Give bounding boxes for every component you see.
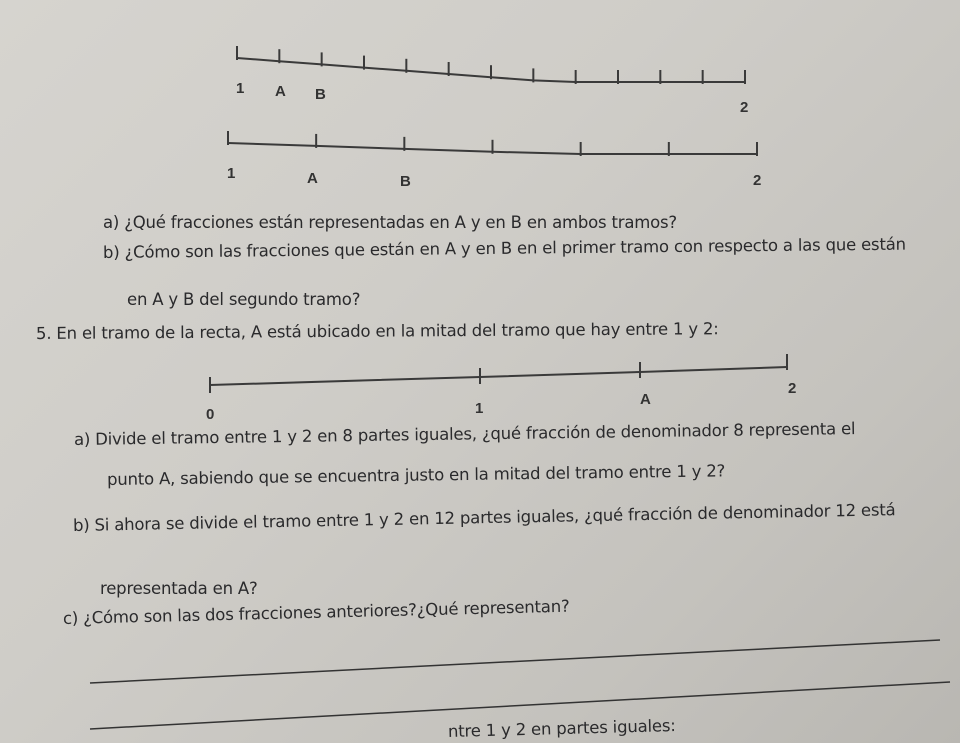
line3-label-0: 0 <box>206 406 215 423</box>
question-5a-line1: a) Divide el tramo entre 1 y 2 en 8 partes iguales, ¿qué fracción de denominador 8 representa el <box>73 419 856 449</box>
number-line-0-to-2 <box>210 354 787 393</box>
question-5a-line2: punto A, sabiendo que se encuentra justo en la mitad del tramo entre 1 y 2? <box>106 461 726 489</box>
question-4a: a) ¿Qué fracciones están representadas en A y en B en ambos tramos? <box>103 213 677 232</box>
line1-label-1: 1 <box>236 80 245 97</box>
question-4b-line2: en A y B del segundo tramo? <box>127 290 361 309</box>
question-5-title: 5. En el tramo de la recta, A está ubicado en la mitad del tramo que hay entre 1 y 2: <box>35 319 719 343</box>
question-5b-line1: b) Si ahora se divide el tramo entre 1 y 2 en 12 partes iguales, ¿qué fracción de denominador 12 está <box>72 500 896 535</box>
line1-label-b: B <box>315 86 326 103</box>
line3-label-2: 2 <box>788 380 797 397</box>
line2-label-a: A <box>307 170 318 187</box>
question-4b-line1: b) ¿Cómo son las fracciones que están en A y en B en el primer tramo con respecto a las que están <box>102 234 906 262</box>
number-line-6-parts <box>228 131 757 156</box>
question-5c: c) ¿Cómo son las dos fracciones anteriores?¿Qué representan? <box>62 596 570 628</box>
answer-lines <box>90 640 950 729</box>
line3-label-1: 1 <box>475 400 484 417</box>
number-line-12-parts <box>237 46 745 84</box>
cutoff-text: ntre 1 y 2 en partes iguales: <box>447 716 676 741</box>
line2-label-1: 1 <box>227 165 236 182</box>
line2-label-2: 2 <box>753 172 762 189</box>
question-5b-line2: representada en A? <box>100 579 258 598</box>
line1-label-a: A <box>275 83 286 100</box>
line1-label-2: 2 <box>740 99 749 116</box>
line2-label-b: B <box>400 173 411 190</box>
line3-label-a: A <box>640 391 651 408</box>
